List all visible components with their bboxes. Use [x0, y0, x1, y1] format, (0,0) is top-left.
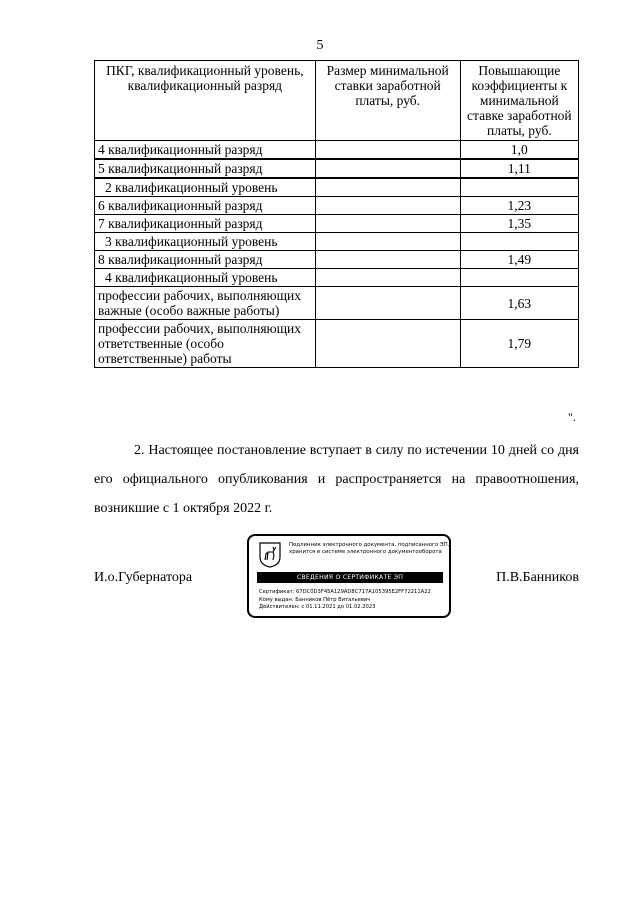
row-label: 7 квалификационный разряд	[95, 215, 316, 233]
table-row	[95, 233, 579, 251]
row-coefficient: 1,79	[460, 320, 578, 368]
header-coefficients: Повышающие коэффициенты к минимальной ставке заработной платы, руб.	[460, 61, 578, 141]
row-label: 2 квалификационный уровень	[95, 178, 316, 197]
row-label: профессии рабочих, выполняющих важные (особо важные работы)	[95, 287, 316, 320]
header-minimum-rate: Размер минимальной ставки заработной платы, руб.	[315, 61, 460, 141]
stamp-header-text	[289, 542, 449, 556]
row-rate	[315, 197, 460, 215]
row-rate	[315, 141, 460, 160]
row-coefficient: 1,35	[460, 215, 578, 233]
table-row	[95, 215, 579, 233]
row-label: 3 квалификационный уровень	[95, 233, 316, 251]
row-coefficient	[460, 269, 578, 287]
row-label: 6 квалификационный разряд	[95, 197, 316, 215]
stamp-header-line-2: хранится в системе электронного документооборота	[289, 549, 442, 555]
stamp-certificate-serial: Сертификат: 67DC0D3F45A129AD8C717A105395E2FF72211A22	[259, 589, 431, 595]
header-qualification-level: ПКГ, квалификационный уровень, квалификационный разряд	[95, 61, 316, 141]
row-coefficient: 1,0	[460, 141, 578, 160]
table-header-row	[95, 61, 579, 141]
row-label: профессии рабочих, выполняющих ответственные (особо ответственные) работы	[95, 320, 316, 368]
row-rate	[315, 159, 460, 178]
row-rate	[315, 178, 460, 197]
table-row	[95, 287, 579, 320]
nizhny-novgorod-deer-emblem-icon	[259, 542, 281, 568]
table-row	[95, 178, 579, 197]
row-label: 8 квалификационный разряд	[95, 251, 316, 269]
row-coefficient: 1,23	[460, 197, 578, 215]
table-row	[95, 251, 579, 269]
signatory-title: И.о.Губернатора	[94, 570, 193, 585]
row-rate	[315, 287, 460, 320]
row-rate	[315, 269, 460, 287]
stamp-header-line-1: Подлинник электронного документа, подписанного ЭП,	[289, 542, 450, 548]
electronic-signature-stamp	[247, 534, 451, 618]
row-coefficient	[460, 233, 578, 251]
row-label: 4 квалификационный уровень	[95, 269, 316, 287]
table-row	[95, 159, 579, 178]
page-number: 5	[316, 38, 324, 53]
row-coefficient: 1,11	[460, 159, 578, 178]
stamp-certificate-validity: Действителен: с 01.11.2021 до 01.02.2023	[259, 604, 376, 611]
row-coefficient: 1,49	[460, 251, 578, 269]
table-row	[95, 197, 579, 215]
row-rate	[315, 251, 460, 269]
row-coefficient	[460, 178, 578, 197]
salary-coefficients-table	[94, 60, 579, 368]
stamp-certificate-banner: СВЕДЕНИЯ О СЕРТИФИКАТЕ ЭП	[257, 572, 443, 583]
row-rate	[315, 215, 460, 233]
table-row	[95, 141, 579, 160]
row-coefficient: 1,63	[460, 287, 578, 320]
closing-quote: ".	[568, 410, 576, 424]
row-label: 5 квалификационный разряд	[95, 159, 316, 178]
row-label: 4 квалификационный разряд	[95, 141, 316, 160]
stamp-certificate-info	[259, 589, 431, 612]
stamp-certificate-owner: Кому выдан: Банников Пётр Витальевич	[259, 596, 371, 603]
effective-date-paragraph: 2. Настоящее постановление вступает в силу по истечении 10 дней со дня его официального опубликования и распространяется на правоотношения, возникшие с 1 октября 2022 г.	[94, 443, 579, 516]
signatory-name: П.В.Банников	[496, 570, 579, 585]
row-rate	[315, 233, 460, 251]
table-row	[95, 269, 579, 287]
table-row	[95, 320, 579, 368]
row-rate	[315, 320, 460, 368]
